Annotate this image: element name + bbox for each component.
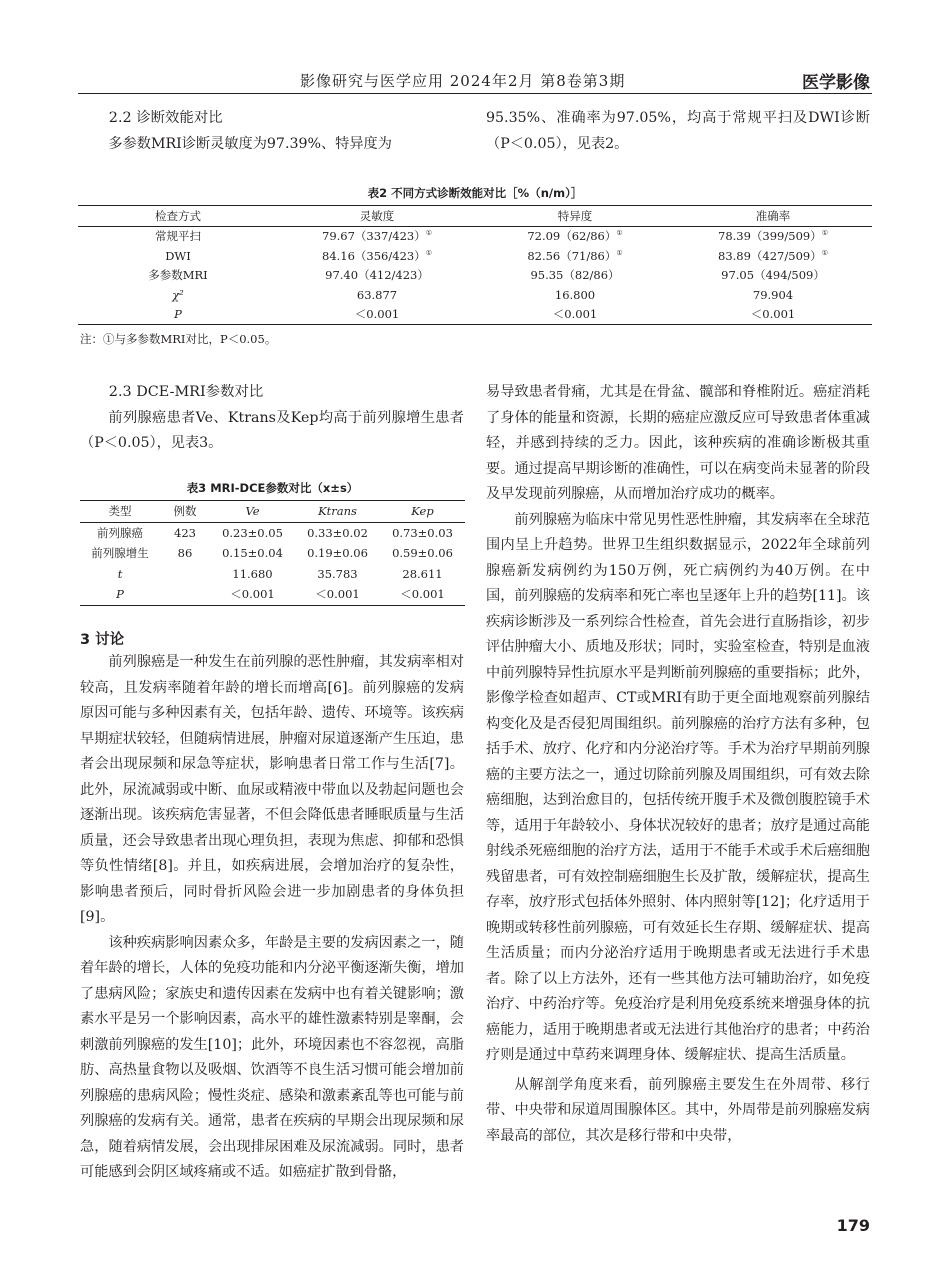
table3-cell: [160, 564, 210, 585]
table2-cell-wrap: [278, 226, 476, 246]
significance-marker: ①: [425, 229, 432, 238]
sec22-text-right: 95.35%、准确率为97.05%，均高于常规平扫及DWI诊断（P＜0.05），见表2。: [486, 110, 870, 152]
discussion-heading: 3 讨论: [80, 632, 125, 648]
discussion-p1: 前列腺癌是一种发生在前列腺的恶性肿瘤，其发病率相对较高，且发病率随着年龄的增长而增高[6]。前列腺癌的发病原因可能与多种因素有关，包括年龄、遗传、环境等。该疾病早期症状较轻，但随病情进展，肿瘤对尿道逐渐产生压迫，患者会出现尿频和尿急等症状，影响患者日常工作与生活[7]。此外，尿流减弱或中断、血尿或精液中带血以及勃起问题也会逐渐出现。该疾病危害显著，不但会降低患者睡眠质量与生活质量，还会导致患者出现心理负担，表现为焦虑、抑郁和恐惧等负性情绪[8]。并且，如疾病进展，会增加治疗的复杂性，影响患者预后，同时骨折风险会进一步加剧患者的身体负担[9]。: [80, 654, 464, 925]
table2-header: 灵敏度: [278, 206, 476, 227]
table2-cell: DWI: [165, 248, 191, 263]
table-row: [80, 564, 465, 585]
table2-cell: ＜0.001: [278, 305, 476, 325]
table3-cell: 0.73±0.03: [392, 525, 453, 540]
table3-cell: 35.783: [317, 566, 358, 581]
table3-cell: 28.611: [402, 566, 443, 581]
table2-cell: ＜0.001: [674, 305, 872, 325]
table2-cell: 常规平扫: [155, 229, 201, 244]
table2-note: 注：①与多参数MRI对比，P＜0.05。: [80, 332, 277, 346]
table3-cell: ＜0.001: [295, 584, 380, 605]
table2-cell-wrap: [476, 246, 674, 266]
table2-header: 检查方式: [78, 206, 278, 227]
table3-cell: t: [117, 566, 123, 581]
table2-cell: P: [78, 305, 278, 325]
sec23-heading: 2.3 DCE-MRI参数对比: [108, 384, 264, 400]
significance-marker: ①: [616, 229, 623, 238]
table3-header: Ktrans: [295, 501, 380, 523]
table3-header: 例数: [160, 501, 210, 523]
table3-cell: 0.33±0.02: [307, 525, 368, 540]
table2-cell-wrap: [674, 246, 872, 266]
table2-cell: 97.40（412/423）: [325, 268, 429, 283]
table3: [80, 500, 465, 606]
table3-cell: 0.15±0.04: [222, 546, 283, 561]
table-row: [78, 305, 872, 325]
table2-header-row: [78, 206, 872, 227]
table2-cell: 72.09（62/86）: [527, 229, 617, 244]
table3-cell: 0.23±0.05: [222, 525, 283, 540]
table3-cell: P: [80, 584, 160, 605]
sec22-right: [486, 106, 870, 157]
table2-cell-wrap: [476, 226, 674, 246]
table2-cell: 79.67（337/423）: [322, 229, 426, 244]
table2-header: 特异度: [476, 206, 674, 227]
table3-header: 类型: [80, 501, 160, 523]
sec22-left: [80, 106, 464, 157]
table2-cell: 79.904: [752, 287, 794, 302]
table2-cell-wrap: [278, 246, 476, 266]
table3-cell: 86: [177, 546, 193, 561]
discussion-left: [80, 650, 464, 1186]
table3-cell: 423: [174, 525, 196, 540]
table2-cell: χ²: [172, 287, 184, 302]
table2-cell: 78.39（399/509）: [718, 229, 822, 244]
discussion-p2: 该种疾病影响因素众多，年龄是主要的发病因素之一，随着年龄的增长，人体的免疫功能和内分泌平衡逐渐失衡，增加了患病风险；家族史和遗传因素在发病中也有着关键影响；激素水平是另一个影响因素，高水平的雄性激素特别是睾酮，会刺激前列腺癌的发生[10]；此外，环境因素也不容忽视，高脂肪、高热量食物以及吸烟、饮酒等不良生活习惯可能会增加前列腺癌的患病风险；慢性炎症、感染和激素紊乱等也可能与前列腺癌的发病有关。通常，患者在疾病的早期会出现尿频和尿急，随着病情发展，会出现排尿困难及尿流减弱。同时，患者可能感到会阴区域疼痛或不适。如癌症扩散到骨骼，: [80, 934, 464, 1180]
table2-cell: 97.05（494/509）: [721, 268, 825, 283]
table2-cell: ＜0.001: [476, 305, 674, 325]
table3-cell: 11.680: [232, 566, 273, 581]
sec22-heading: 2.2 诊断效能对比: [108, 110, 223, 126]
table3-cell: ＜0.001: [210, 584, 295, 605]
table-row: [80, 584, 465, 605]
table-row: [78, 266, 872, 286]
table2-cell: 82.56（71/86）: [527, 248, 617, 263]
table3-cell: ＜0.001: [380, 584, 465, 605]
journal-header: 影像研究与医学应用 2024年2月 第8卷第3期: [300, 72, 626, 90]
table-row: [80, 522, 465, 543]
table2-cell-wrap: [674, 226, 872, 246]
table2-cell: 16.800: [554, 287, 596, 302]
section-title: 医学影像: [802, 73, 870, 93]
table-row: [78, 246, 872, 266]
table3-caption: 表3 MRI-DCE参数对比（x±s）: [186, 481, 359, 495]
table2: [78, 205, 872, 325]
table3-header: Ve: [210, 501, 295, 523]
table3-cell: 前列腺癌: [97, 525, 143, 540]
table2-header: 准确率: [674, 206, 872, 227]
page-number: 179: [836, 1216, 870, 1235]
significance-marker: ①: [821, 248, 828, 257]
table2-caption: 表2 不同方式诊断效能对比［%（n/m）］: [367, 186, 583, 200]
discussion-p3: 前列腺癌为临床中常见男性恶性肿瘤，其发病率在全球范围内呈上升趋势。世界卫生组织数据显示，2022年全球前列腺癌新发病例约为150万例，死亡病例约为40万例。在中国，前列腺癌的发病率和死亡率也呈逐年上升的趋势[11]。该疾病诊断涉及一系列综合性检查，首先会进行直肠指诊，初步评估肿瘤大小、质地及形状；同时，实验室检查，特别是血液中前列腺特异性抗原水平是判断前列腺癌的重要指标；此外，影像学检查如超声、CT或MRI有助于更全面地观察前列腺结构变化及是否侵犯周围组织。前列腺癌的治疗方法有多种，包括手术、放疗、化疗和内分泌治疗等。手术为治疗早期前列腺癌的主要方法之一，通过切除前列腺及周围组织，可有效去除癌细胞，达到治愈目的，包括传统开腹手术及微创腹腔镜手术等，适用于年龄较小、身体状况较好的患者；放疗是通过高能射线杀死癌细胞的治疗方法，适用于不能手术或手术后癌细胞残留患者，可有效控制癌细胞生长及扩散，缓解症状，提高生存率，放疗形式包括体外照射、体内照射等[12]；化疗适用于晚期或转移性前列腺癌，可有效延长生存期、缓解症状、提高生活质量；而内分泌治疗适用于晚期患者或无法进行手术患者。除了以上方法外，还有一些其他方法可辅助治疗，如免疫治疗、中药治疗等。免疫治疗是利用免疫系统来增强身体的抗癌能力，适用于晚期患者或无法进行其他治疗的患者；中药治疗则是通过中草药来调理身体、缓解症状、提高生活质量。: [486, 511, 870, 1063]
table-row: [78, 285, 872, 305]
significance-marker: ①: [616, 248, 623, 257]
table3-cell: 0.59±0.06: [392, 546, 453, 561]
significance-marker: ①: [425, 248, 432, 257]
significance-marker: ①: [821, 229, 828, 238]
sec23: [80, 380, 464, 457]
header-rule: [78, 93, 872, 94]
table3-header: Kep: [380, 501, 465, 523]
table3-cell: [160, 584, 210, 605]
table2-cell: 84.16（356/423）: [322, 248, 426, 263]
table-row: [80, 543, 465, 564]
table3-header-row: [80, 501, 465, 523]
table2-cell: 95.35（82/86）: [530, 268, 620, 283]
sec23-text: 前列腺癌患者Ve、Ktrans及Kep均高于前列腺增生患者（P＜0.05），见表3。: [80, 409, 464, 451]
sec22-text-left: 多参数MRI诊断灵敏度为97.39%、特异度为: [108, 135, 392, 152]
table2-cell: 63.877: [356, 287, 398, 302]
discussion-p2-cont: 易导致患者骨痛，尤其是在骨盆、髋部和脊椎附近。癌症消耗了身体的能量和资源，长期的癌症应激反应可导致患者体重减轻，并感到持续的乏力。因此，该种疾病的准确诊断极其重要。通过提高早期诊断的准确性，可以在病变尚未显著的阶段及早发现前列腺癌，从而增加治疗成功的概率。: [486, 384, 870, 502]
table3-cell: 0.19±0.06: [307, 546, 368, 561]
table2-cell: 多参数MRI: [148, 268, 208, 283]
table3-cell: 前列腺增生: [91, 546, 149, 561]
table2-cell: 83.89（427/509）: [718, 248, 822, 263]
discussion-right: [486, 380, 870, 1149]
discussion-p4: 从解剖学角度来看，前列腺癌主要发生在外周带、移行带、中央带和尿道周围腺体区。其中，外周带是前列腺癌发病率最高的部位，其次是移行带和中央带，: [486, 1076, 870, 1144]
table-row: [78, 226, 872, 246]
